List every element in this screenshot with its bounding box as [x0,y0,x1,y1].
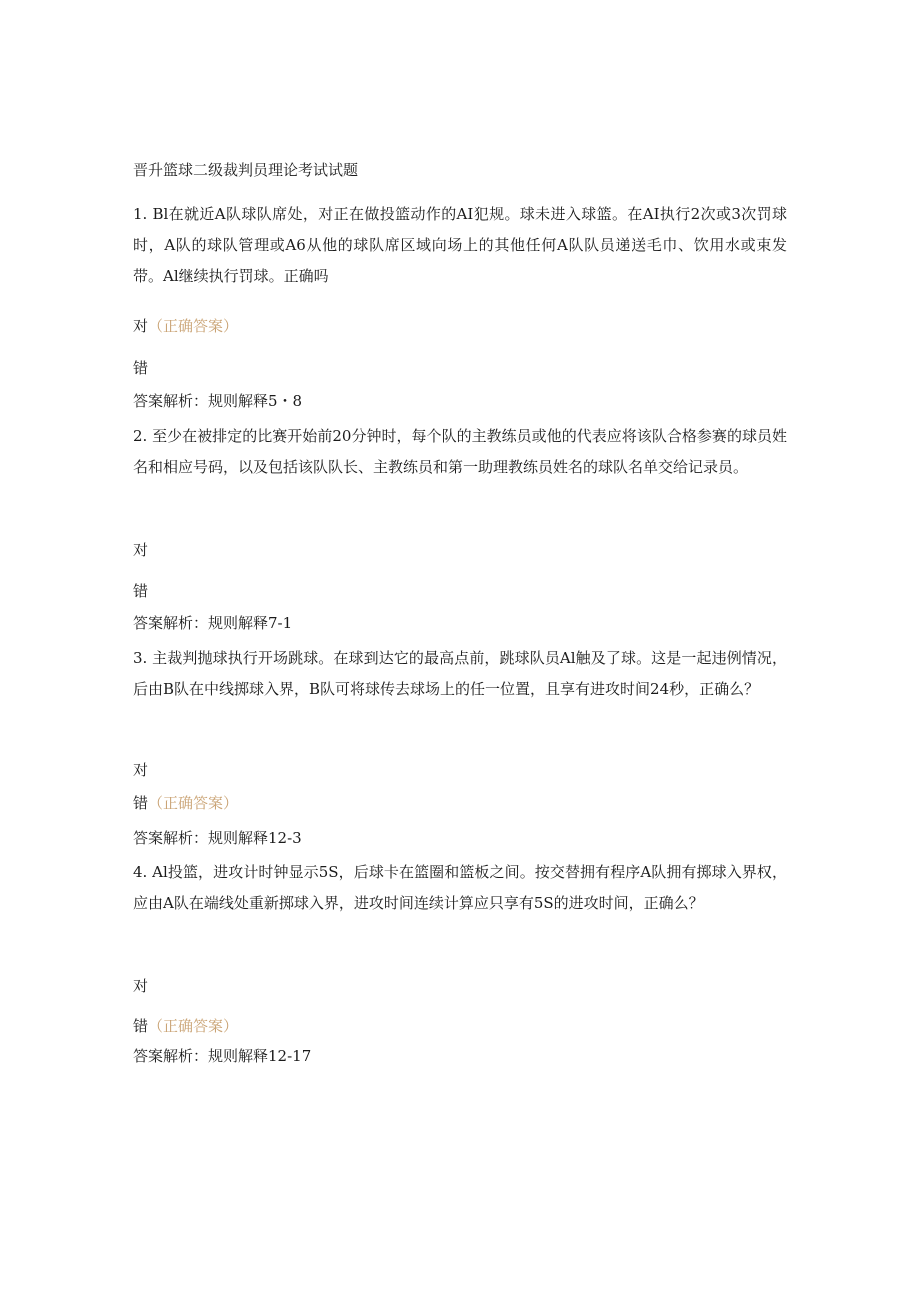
question-3-option-true[interactable] [133,760,148,780]
question-2-option-false[interactable] [133,581,148,601]
question-4-option-true[interactable] [133,976,148,996]
option-label: 错 [133,582,149,600]
option-label: 错 [133,794,149,812]
question-1-analysis: 答案解析：规则解释5・8 [133,392,303,410]
question-2-text: 2. 至少在被排定的比赛开始前20分钟时，每个队的主教练员或他的代表应将该队合格参赛的球员姓名和相应号码，以及包括该队队长、主教练员和第一助理教练员姓名的球队名单交给记录员。 [133,427,787,476]
option-label: 错 [133,1017,149,1035]
question-3-text: 3. 主裁判抛球执行开场跳球。在球到达它的最高点前，跳球队员Al触及了球。这是一起违例情况，后由B队在中线掷球入界，B队可将球传去球场上的任一位置，且享有进攻时间24秒，正确么？ [133,649,787,698]
correct-answer-mark: （正确答案） [148,1017,239,1035]
question-2-option-true[interactable] [133,540,148,560]
option-label: 对 [133,541,149,559]
option-label: 错 [133,359,149,377]
correct-answer-mark: （正确答案） [148,794,239,812]
correct-answer-mark: （正确答案） [148,317,239,335]
document-title: 晋升篮球二级裁判员理论考试试题 [133,161,359,179]
question-3-option-false[interactable] [133,793,238,813]
question-4-analysis: 答案解析：规则解释12-17 [133,1047,312,1065]
option-label: 对 [133,977,149,995]
option-label: 对 [133,761,149,779]
question-1-text: 1. Bl在就近A队球队席处，对正在做投篮动作的AI犯规。球未进入球篮。在AI执行2次或3次罚球时，A队的球队管理或A6从他的球队席区域向场上的其他任何A队队员递送毛巾、饮用水或束发带。Al继续执行罚球。正确吗 [133,205,787,285]
option-label: 对 [133,317,149,335]
question-2-analysis: 答案解析：规则解释7-1 [133,614,293,632]
question-1-option-false[interactable] [133,358,148,378]
question-1-option-true[interactable] [133,316,238,336]
question-3-analysis: 答案解析：规则解释12-3 [133,829,302,847]
question-4-option-false[interactable] [133,1016,238,1036]
question-4-text: 4. Al投篮，进攻计时钟显示5S，后球卡在篮圈和篮板之间。按交替拥有程序A队拥有掷球入界权，应由A队在端线处重新掷球入界，进攻时间连续计算应只享有5S的进攻时间，正确么？ [133,863,787,912]
